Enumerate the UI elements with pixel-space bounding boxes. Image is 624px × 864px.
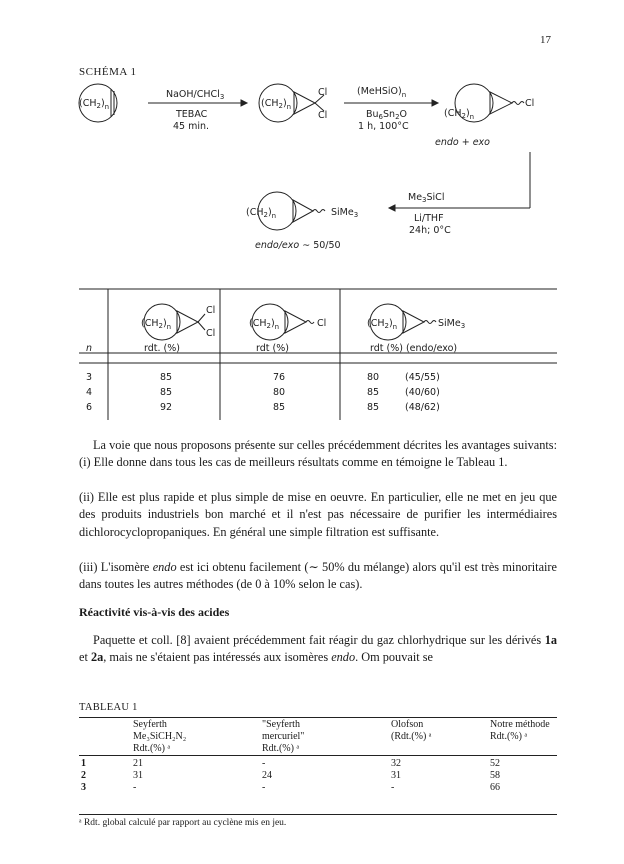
table-row: 3 - - - 66 (81, 782, 500, 793)
table-row: 1 21 - 32 52 (81, 758, 500, 769)
svg-text:(CH2)n: $(CH_2)_n$ (367, 318, 398, 331)
step3-metal: Li/THF (414, 213, 444, 224)
svg-text:Cl: Cl (206, 328, 216, 339)
simes-label: SiMe$_3$ (331, 207, 359, 219)
section-heading: Réactivité vis-à-vis des acides (79, 605, 230, 619)
product-note: endo + exo (435, 137, 490, 148)
row-c2: 76 (273, 372, 286, 383)
header-seyferth: Seyferth Me₃SiCH₂N₂ Rdt.(%) ᵃ (133, 719, 187, 754)
step1-catalyst: TEBAC (176, 109, 208, 120)
paragraph-point-iii: (iii) L'isomère endo est ici obtenu facilement (∼ 50% du mélange) alors qu'il est très minoritaire dans toutes les autres méthodes (de 0 à 10% selon le cas). (79, 560, 557, 592)
row-c1: 92 (160, 402, 173, 413)
cl-label: Cl (525, 98, 535, 109)
ring-label-4: $(CH_2)_n$ (246, 207, 277, 220)
table-footnote: ᵃ Rdt. global calculé par rapport au cyclène mis en jeu. (79, 818, 287, 828)
inline-structure-table (0, 280, 624, 420)
header-seyferth-mercuriel: "Seyferth mercuriel" Rdt.(%) ᵃ (262, 719, 305, 754)
step1-time: 45 min. (173, 121, 210, 132)
row-c3b: (40/60) (405, 387, 440, 398)
col-header-3: rdt (%) (endo/exo) (370, 343, 458, 354)
step2-tin: $Bu_6Sn_2O$ (366, 109, 408, 121)
step2-conditions: 1 h, 100°C (358, 121, 409, 132)
row-c3: 80 (367, 372, 380, 383)
scheme-label: SCHÉMA 1 (79, 66, 137, 78)
table-row: 2 31 24 31 58 (81, 770, 500, 781)
row-n: 3 (86, 372, 93, 383)
col-header-1: rdt. (%) (144, 343, 180, 354)
header-notre-methode: Notre méthode Rdt.(%) ᵃ (490, 719, 550, 742)
row-c3: 85 (367, 387, 380, 398)
svg-text:(CH2)n: $(CH_2)_n$ (141, 318, 172, 331)
ring-label-2: $(CH_2)_n$ (261, 98, 292, 111)
paragraph-point-ii: (ii) Elle est plus rapide et plus simple de mise en oeuvre. En particulier, elle ne met en jeu que des produits industriels bon marché et il n'est pas nécessaire de purifier les intermédiaires dichlorocyclopropaniques. En général une simple filtration est suffisante. (79, 490, 557, 539)
table-top-rule (79, 717, 557, 718)
row-c3: 85 (367, 402, 380, 413)
paragraph-advantages: La voie que nous proposons présente sur celles précédemment décrites les avantages suivants: (i) Elle donne dans tous les cas de meilleurs résultats comme en témoigne le Tableau 1. (79, 438, 557, 470)
step1-reagent: NaOH/CHCl$_3$ (166, 89, 225, 101)
header-olofson: Olofson (Rdt.(%) ᵃ (391, 719, 432, 742)
ring-label-3: $(CH_2)_n$ (444, 108, 475, 121)
ring-label-1: $(CH_2)_n$ (79, 98, 110, 111)
row-c2: 80 (273, 387, 286, 398)
table-bottom-rule (79, 814, 557, 815)
row-c3b: (45/55) (405, 372, 440, 383)
reaction-scheme (0, 0, 624, 290)
paragraph-reactivity: Paquette et coll. [8] avaient précédemment fait réagir du gaz chlorhydrique sur les dérivés 1a et 2a, mais ne s'étaient pas intéressés aux isomères endo. Om pouvait se (79, 633, 557, 665)
cl-label: Cl (318, 110, 328, 121)
row-c2: 85 (273, 402, 286, 413)
step3-reagent: $Me_3SiCl$ (408, 192, 445, 204)
step3-conditions: 24h; 0°C (409, 225, 451, 236)
svg-text:(CH2)n: $(CH_2)_n$ (249, 318, 280, 331)
ratio-note: endo/exo ∼ 50/50 (255, 240, 341, 251)
svg-text:Cl: Cl (317, 318, 327, 329)
cl-label: Cl (318, 87, 328, 98)
step2-reagent: $(MeHSiO)_n$ (357, 86, 407, 99)
row-n: 6 (86, 402, 93, 413)
svg-text:Cl: Cl (206, 305, 216, 316)
row-n: 4 (86, 387, 93, 398)
tableau-1 (79, 719, 557, 794)
col-header-2: rdt (%) (256, 343, 289, 354)
col-header-n: n (86, 343, 93, 354)
row-c1: 85 (160, 387, 173, 398)
table-header-row (79, 719, 557, 756)
page-number: 17 (540, 34, 551, 46)
row-c3b: (48/62) (405, 402, 440, 413)
svg-text:SiMe3: SiMe$_3$ (438, 318, 466, 330)
table-title: TABLEAU 1 (79, 702, 138, 713)
row-c1: 85 (160, 372, 173, 383)
